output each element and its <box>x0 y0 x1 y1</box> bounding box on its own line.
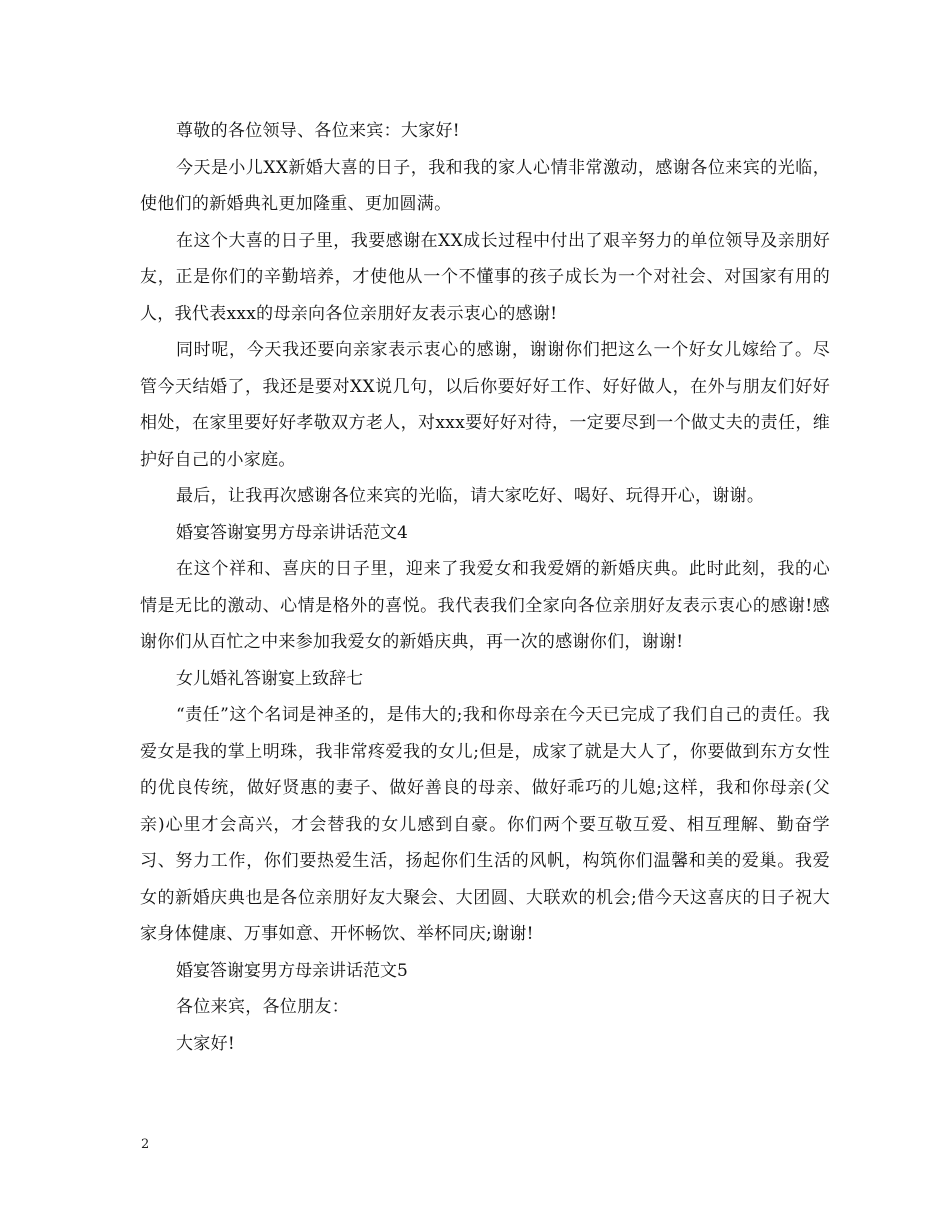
paragraph-salutation: 各位来宾，各位朋友： <box>176 997 349 1017</box>
paragraph-closing: 最后，让我再次感谢各位来宾的光临，请大家吃好、喝好、玩得开心，谢谢。 <box>176 486 765 506</box>
paragraph-thanks-leaders: 在这个大喜的日子里，我要感谢在XX成长过程中付出了艰辛努力的单位领导及亲朋好友，正是你们的辛勤培养，才使他从一个不懂事的孩子成长为一个对社会、对国家有用的人，我代表xxx的母亲向各位亲朋好友表示衷心的感谢! <box>140 230 830 324</box>
section-heading-4: 婚宴答谢宴男方母亲讲话范文4 <box>176 522 408 543</box>
paragraph-hello: 大家好! <box>176 1033 236 1054</box>
paragraph-opening: 今天是小儿XX新婚大喜的日子，我和我的家人心情非常激动，感谢各位来宾的光临，使他们的新婚典礼更加隆重、更加圆满。 <box>140 157 830 214</box>
document-body <box>140 113 830 1062</box>
paragraph-responsibility: “责任”这个名词是神圣的，是伟大的;我和你母亲在今天已完成了我们自己的责任。我爱女是我的掌上明珠，我非常疼爱我的女儿;但是，成家了就是大人了，你要做到东方女性的优良传统，做好贤惠的妻子、做好善良的母亲、做好乖巧的儿媳;这样，我和你母亲(父亲)心里才会高兴，才会替我的女儿感到自豪。你们两个要互敬互爱、相互理解、勤奋学习、努力工作，你们要热爱生活，扬起你们生活的风帆，构筑你们温馨和美的爱巢。我爱女的新婚庆典也是各位亲朋好友大聚会、大团圆、大联欢的机会;借今天这喜庆的日子祝大家身体健康、万事如意、开怀畅饮、举杯同庆;谢谢! <box>140 705 830 944</box>
paragraph-thanks-in-laws: 同时呢，今天我还要向亲家表示衷心的感谢，谢谢你们把这么一个好女儿嫁给了。尽管今天结婚了，我还是要对XX说几句，以后你要好好工作、好好做人，在外与朋友们好好相处，在家里要好好孝敬双方老人，对xxx要好好对待，一定要尽到一个做丈夫的责任，维护好自己的小家庭。 <box>140 340 830 470</box>
section-heading-seven: 女儿婚礼答谢宴上致辞七 <box>176 668 363 689</box>
page-number: 2 <box>141 1137 150 1152</box>
paragraph-celebration: 在这个祥和、喜庆的日子里，迎来了我爱女和我爱婿的新婚庆典。此时此刻，我的心情是无比的激动、心情是格外的喜悦。我代表我们全家向各位亲朋好友表示衷心的感谢!感谢你们从百忙之中来参加我爱女的新婚庆典，再一次的感谢你们，谢谢! <box>140 559 830 652</box>
paragraph-greeting: 尊敬的各位领导、各位来宾：大家好! <box>176 121 460 141</box>
section-heading-5: 婚宴答谢宴男方母亲讲话范文5 <box>176 960 408 981</box>
